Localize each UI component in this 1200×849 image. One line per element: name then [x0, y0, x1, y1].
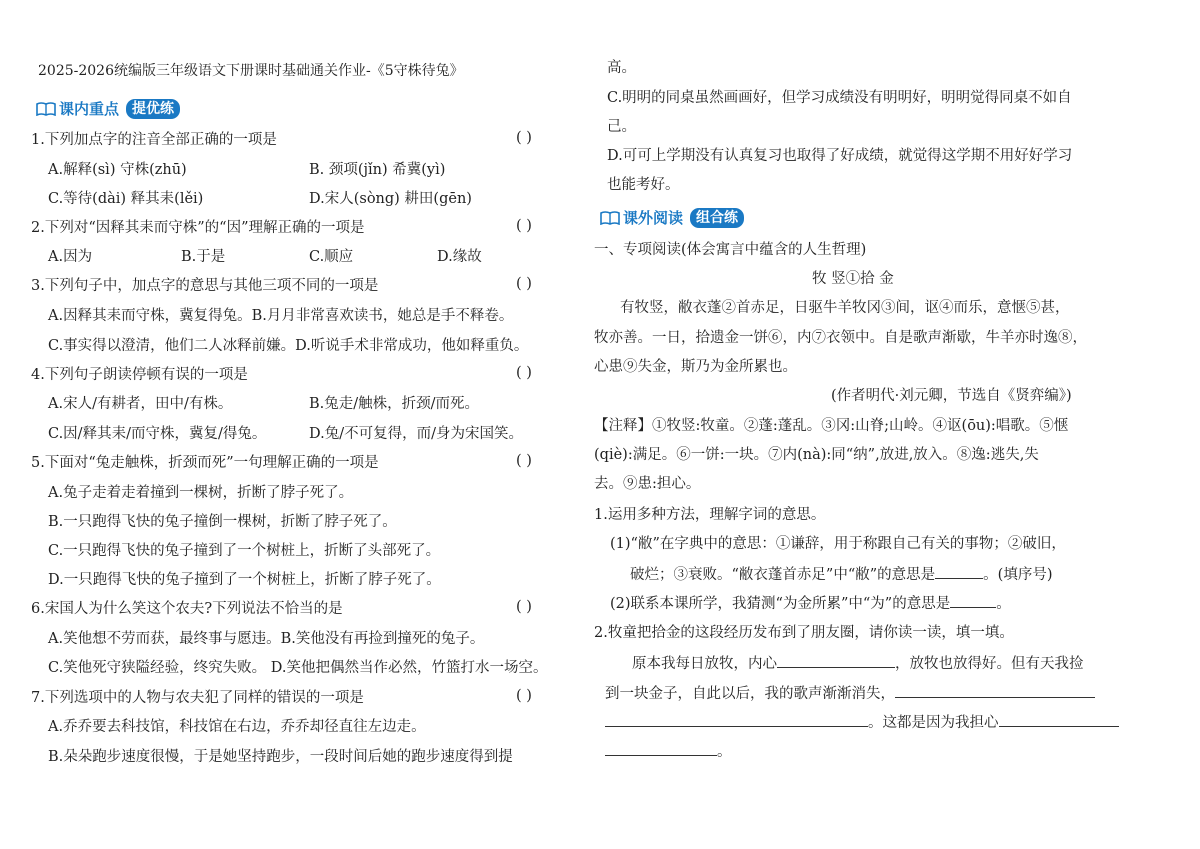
- passage-source: (作者明代·刘元卿，节选自《贤弈编》): [831, 388, 1072, 404]
- fill-blank[interactable]: [777, 653, 895, 668]
- q5-option-b: B.一只跑得飞快的兔子撞倒一棵树，折断了脖子死了。: [48, 514, 397, 530]
- question-7-stem: 7.下列选项中的人物与农夫犯了同样的错误的一项是: [31, 690, 364, 706]
- notes-line-2: (qiè):满足。⑥一饼:一块。⑦内(nà):同“纳”,放进,放入。⑧逸:逃失,失: [594, 447, 1039, 463]
- q1-option-a: A.解释(sì) 守株(zhū): [48, 162, 187, 178]
- q7-option-c-cont: 己。: [607, 119, 636, 135]
- passage-title: 牧 竖①拾 金: [812, 271, 894, 287]
- reading-question-1-2: [610, 593, 1011, 614]
- answer-blank[interactable]: ( ): [516, 688, 532, 704]
- section-title: 课外阅读: [623, 209, 684, 227]
- section-badge: 组合练: [690, 208, 744, 228]
- question-2-stem: 2.下列对“因释其耒而守株”的“因”理解正确的一项是: [31, 220, 365, 236]
- fill-line-4: [605, 741, 732, 762]
- fill-text: 。: [717, 744, 732, 760]
- fill-blank[interactable]: [605, 741, 717, 756]
- answer-blank[interactable]: ( ): [516, 218, 532, 234]
- question-3-stem: 3.下列句子中，加点字的意思与其他三项不同的一项是: [31, 278, 379, 294]
- fill-blank[interactable]: [605, 712, 868, 727]
- passage-line-2: 牧亦善。一日，拾遗金一饼⑥，内⑦衣领中。自是歌声渐歇，牛羊亦时逸⑧，: [594, 330, 1087, 346]
- passage-line-3: 心患⑨失金，斯乃为金所累也。: [594, 359, 797, 375]
- fill-line-3: [605, 712, 1119, 733]
- question-4-stem: 4.下列句子朗读停顿有误的一项是: [31, 367, 248, 383]
- q1-option-d: D.宋人(sòng) 耕田(gēn): [309, 191, 472, 207]
- section-header-extracurricular: [600, 207, 744, 228]
- q4-option-a: A.宋人/有耕者，田中/有株。: [48, 396, 233, 412]
- question-5-stem: 5.下面对“兔走触株，折颈而死”一句理解正确的一项是: [31, 455, 379, 471]
- q7-option-c: C.明明的同桌虽然画画好，但学习成绩没有明明好，明明觉得同桌不如自: [607, 90, 1072, 106]
- section-title: 课内重点: [59, 100, 120, 118]
- q6-options-ab: A.笑他想不劳而获，最终事与愿违。B.笑他没有再捡到撞死的兔子。: [48, 631, 485, 647]
- question-1-stem: 1.下列加点字的注音全部正确的一项是: [31, 132, 277, 148]
- answer-blank[interactable]: ( ): [516, 130, 532, 146]
- answer-blank[interactable]: ( ): [516, 599, 532, 615]
- fill-text: ，放牧也放得好。但有天我捡: [895, 656, 1084, 672]
- q2-option-d: D.缘故: [437, 249, 482, 265]
- question-text: 破烂；③衰败。“敝衣蓬首赤足”中“敝”的意思是: [630, 567, 936, 583]
- q4-option-b: B.兔走/触株，折颈/而死。: [309, 396, 480, 412]
- q7-option-d: D.可可上学期没有认真复习也取得了好成绩，就觉得这学期不用好好学习: [607, 148, 1073, 164]
- fill-blank[interactable]: [950, 593, 996, 608]
- q5-option-c: C.一只跑得飞快的兔子撞到了一个树桩上，折断了头部死了。: [48, 543, 441, 559]
- question-6-stem: 6.宋国人为什么笑这个农夫?下列说法不恰当的是: [31, 601, 343, 617]
- page-title: 2025-2026统编版三年级语文下册课时基础通关作业-《5守株待兔》: [38, 63, 464, 79]
- fill-blank[interactable]: [999, 712, 1119, 727]
- answer-blank[interactable]: ( ): [516, 453, 532, 469]
- q2-option-b: B.于是: [181, 249, 226, 265]
- reading-question-2: 2.牧童把拾金的这段经历发布到了朋友圈，请你读一读，填一填。: [594, 625, 1014, 641]
- q4-option-d: D.兔/不可复得，而/身为宋国笑。: [309, 426, 523, 442]
- question-text: (2)联系本课所学，我猜测“为金所累”中“为”的意思是: [610, 596, 951, 612]
- q7-option-d-cont: 也能考好。: [607, 177, 680, 193]
- reading-question-1: 1.运用多种方法，理解字词的意思。: [594, 507, 826, 523]
- q7-option-a: A.乔乔要去科技馆，科技馆在右边，乔乔却径直往左边走。: [48, 719, 426, 735]
- section-header-in-class: [36, 98, 180, 119]
- question-text: 。: [996, 596, 1011, 612]
- section-badge: 提优练: [126, 99, 180, 119]
- q7-option-b-cont: 高。: [607, 60, 636, 76]
- q4-option-c: C.因/释其耒/而守株，冀复/得兔。: [48, 426, 267, 442]
- q3-options-cd: C.事实得以澄清，他们二人冰释前嫌。D.听说手术非常成功，他如释重负。: [48, 338, 529, 354]
- question-text: 。(填序号): [983, 567, 1053, 583]
- notes-line-3: 去。⑨患:担心。: [594, 476, 701, 492]
- q2-option-c: C.顺应: [309, 249, 354, 265]
- book-icon: [600, 211, 620, 225]
- passage-line-1: 有牧竖，敝衣蓬②首赤足，日驱牛羊牧冈③间，讴④而乐，意惬⑤甚，: [620, 300, 1070, 316]
- answer-blank[interactable]: ( ): [516, 365, 532, 381]
- reading-question-1-1-cont: [630, 564, 1052, 585]
- q6-options-cd: C.笑他死守狭隘经验，终究失败。 D.笑他把偶然当作必然，竹篮打水一场空。: [48, 660, 548, 676]
- notes-line-1: 【注释】①牧竖:牧童。②蓬:蓬乱。③冈:山脊;山岭。④讴(ōu):唱歌。⑤惬: [594, 418, 1069, 434]
- q5-option-a: A.兔子走着走着撞到一棵树，折断了脖子死了。: [48, 485, 354, 501]
- q7-option-b: B.朵朵跑步速度很慢，于是她坚持跑步，一段时间后她的跑步速度得到提: [48, 749, 513, 765]
- fill-line-1: [632, 653, 1084, 674]
- reading-intro: 一、专项阅读(体会寓言中蕴含的人生哲理): [594, 242, 867, 258]
- fill-blank[interactable]: [895, 683, 1095, 698]
- answer-blank[interactable]: ( ): [516, 276, 532, 292]
- fill-text: 。这都是因为我担心: [868, 715, 999, 731]
- q1-option-c: C.等待(dài) 释其耒(lěi): [48, 191, 204, 207]
- q5-option-d: D.一只跑得飞快的兔子撞到了一个树桩上，折断了脖子死了。: [48, 572, 441, 588]
- q3-options-ab: A.因释其耒而守株，冀复得兔。B.月月非常喜欢读书，她总是手不释卷。: [48, 308, 514, 324]
- reading-question-1-1: (1)“敝”在字典中的意思：①谦辞，用于称跟自己有关的事物；②破旧，: [610, 536, 1066, 552]
- fill-text: 原本我每日放牧，内心: [632, 656, 777, 672]
- fill-line-2: [605, 683, 1095, 704]
- fill-text: 到一块金子，自此以后，我的歌声渐渐消失，: [605, 686, 895, 702]
- book-icon: [36, 102, 56, 116]
- q1-option-b: B. 颈项(jǐn) 希冀(yì): [309, 162, 446, 178]
- fill-blank[interactable]: [935, 564, 983, 579]
- q2-option-a: A.因为: [48, 249, 93, 265]
